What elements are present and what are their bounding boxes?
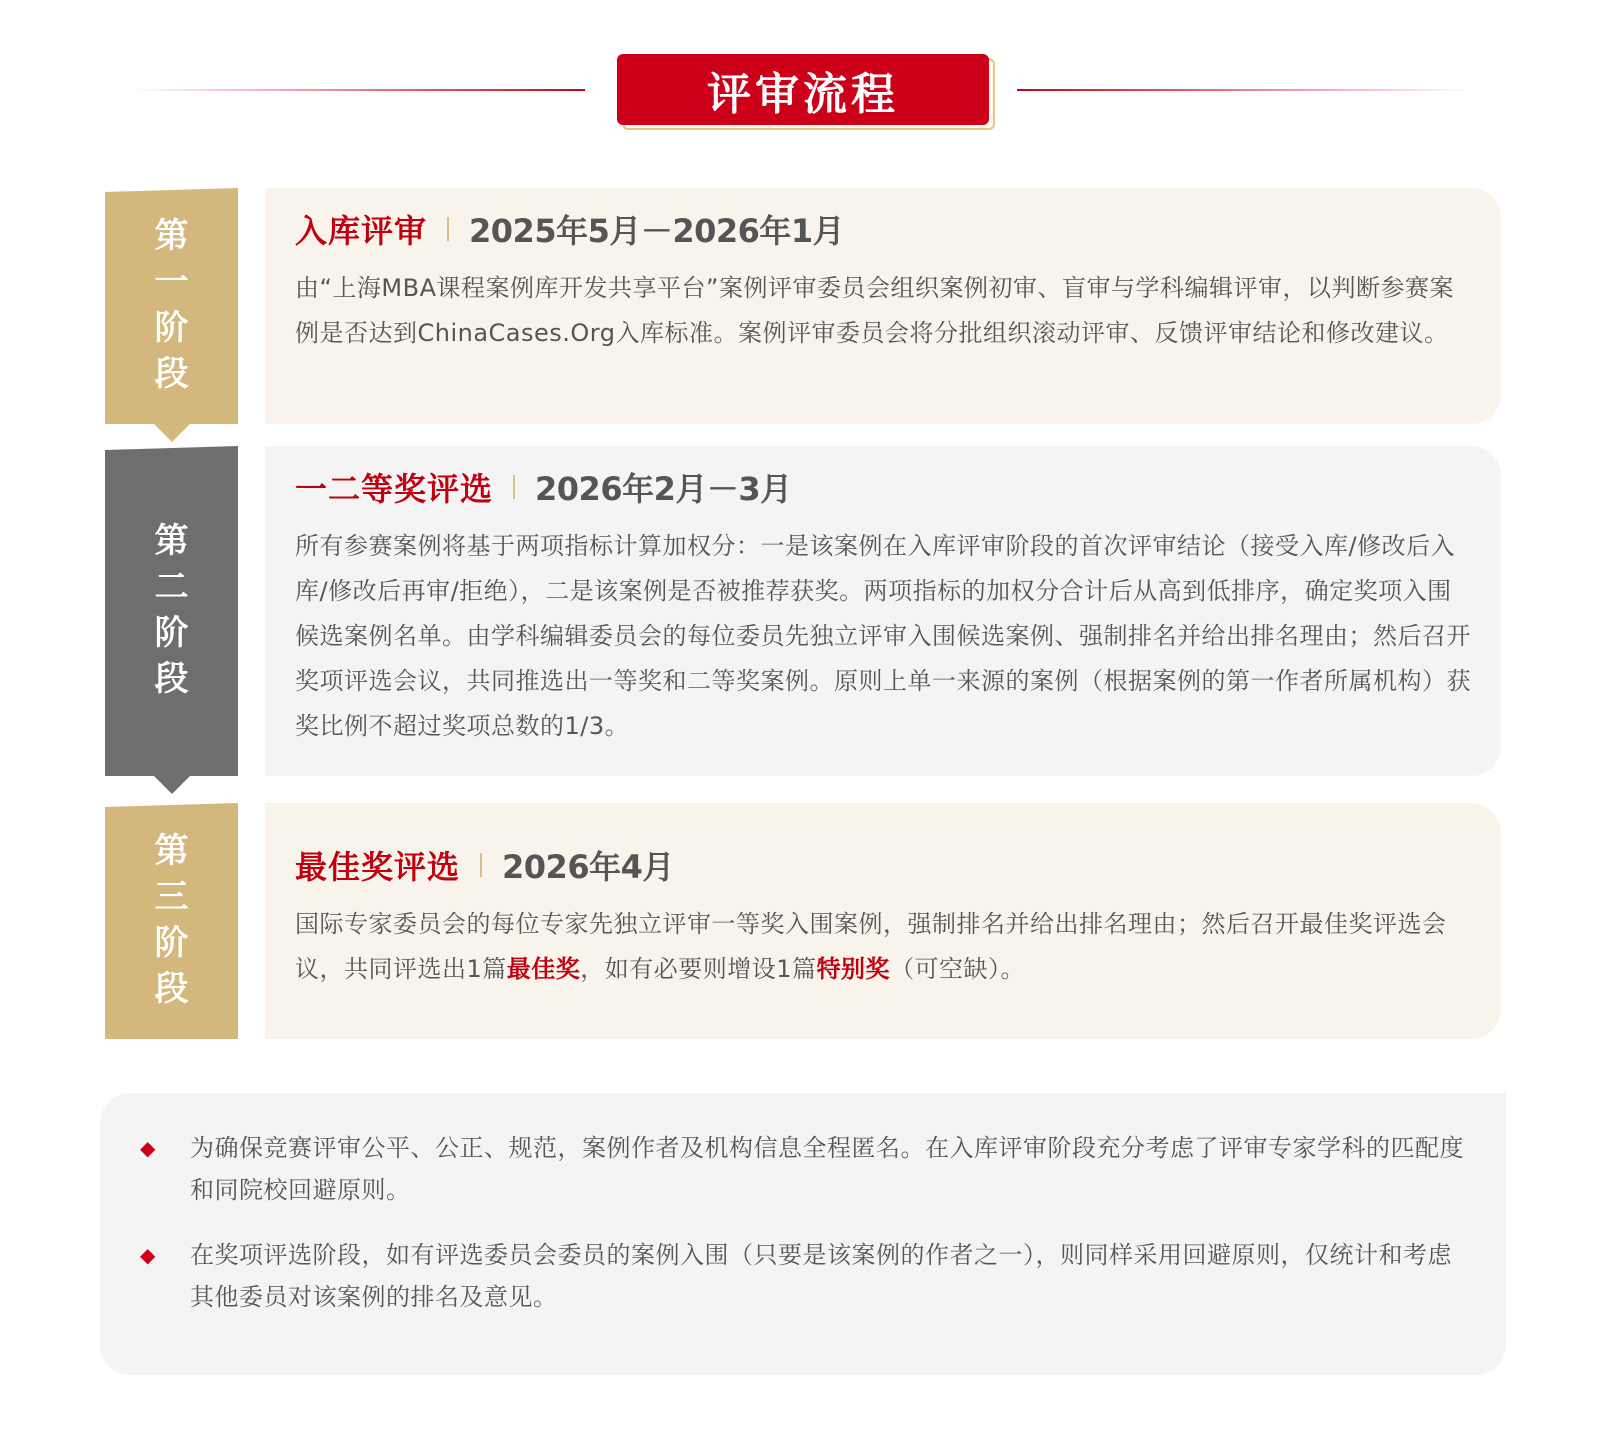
down-arrow-icon xyxy=(154,776,190,794)
stage-label-char: 二 xyxy=(154,567,189,608)
stage-label-char: 段 xyxy=(154,353,189,394)
stage-label-char: 一 xyxy=(154,262,189,303)
stage-label-char: 阶 xyxy=(154,308,189,348)
label-slant xyxy=(105,188,238,192)
stage-title: 入库评审 xyxy=(295,212,428,250)
stage-label-2 xyxy=(105,446,238,776)
page-title: 评审流程 xyxy=(617,54,989,125)
stage-title: 最佳奖评选 xyxy=(295,848,461,886)
stage-card-header xyxy=(295,206,1471,252)
stage-label-3 xyxy=(105,803,238,1039)
title-decor-line-left xyxy=(130,89,585,91)
stage-label-char: 阶 xyxy=(154,923,189,963)
stage-card-header xyxy=(295,842,1471,888)
note-item xyxy=(140,1127,1466,1211)
stage-date: 2026年2月－3月 xyxy=(535,470,792,508)
stage-card-header xyxy=(295,464,1471,510)
stage-description: 所有参赛案例将基于两项指标计算加权分：一是该案例在入库评审阶段的首次评审结论（接受入库/修改后入库/修改后再审/拒绝），二是该案例是否被推荐获奖。两项指标的加权分合计后从高到低排序，确定奖项入围候选案例名单。由学科编辑委员会的每位委员先独立评审入围候选案例、强制排名并给出排名理由；然后召开奖项评选会议，共同推选出一等奖和二等奖案例。原则上单一来源的案例（根据案例的第一作者所属机构）获奖比例不超过奖项总数的1/3。 xyxy=(295,532,1471,740)
label-slant xyxy=(105,803,238,807)
stage-label-char: 第 xyxy=(154,216,189,257)
label-slant xyxy=(105,446,238,450)
highlight-special-award: 特别奖 xyxy=(816,955,891,983)
notes-box xyxy=(100,1093,1506,1375)
stage-description xyxy=(295,902,1471,992)
diamond-bullet-icon: ◆ xyxy=(140,1243,156,1267)
title-divider xyxy=(480,853,482,877)
stage-title: 一二等奖评选 xyxy=(295,470,494,508)
diamond-bullet-icon: ◆ xyxy=(140,1136,156,1160)
stage-card-3 xyxy=(265,803,1501,1039)
stage-card-2 xyxy=(265,446,1501,776)
title-decor-line-right xyxy=(1017,89,1472,91)
stage-label-1 xyxy=(105,188,238,424)
body-text: （可空缺）。 xyxy=(890,955,1026,983)
body-text: 国际专家委员会的每位专家先独立评审一等奖入围案例，强制排名并给出排名理由；然后召开最佳奖评选会议，共同评选出1篇 xyxy=(295,910,1447,983)
body-text: ，如有必要则增设1篇 xyxy=(580,955,817,983)
stage-label-char: 第 xyxy=(154,521,189,562)
title-divider xyxy=(447,217,449,241)
stage-label-char: 阶 xyxy=(154,613,189,653)
stage-label-char: 段 xyxy=(154,658,189,699)
stage-label-char: 段 xyxy=(154,968,189,1009)
title-divider xyxy=(513,475,515,499)
stage-label-char: 第 xyxy=(154,831,189,872)
note-text: 在奖项评选阶段，如有评选委员会委员的案例入围（只要是该案例的作者之一），则同样采用回避原则，仅统计和考虑其他委员对该案例的排名及意见。 xyxy=(190,1241,1452,1311)
note-item xyxy=(140,1234,1466,1318)
stage-card-1 xyxy=(265,188,1501,424)
down-arrow-icon xyxy=(154,424,190,442)
stage-date: 2026年4月 xyxy=(502,848,674,886)
stage-description: 由“上海MBA课程案例库开发共享平台”案例评审委员会组织案例初审、盲审与学科编辑评审，以判断参赛案例是否达到ChinaCases.Org入库标准。案例评审委员会将分批组织滚动评审、反馈评审结论和修改建议。 xyxy=(295,274,1454,347)
stage-label-char: 三 xyxy=(154,877,189,918)
stage-date: 2025年5月－2026年1月 xyxy=(469,212,845,250)
highlight-best-award: 最佳奖 xyxy=(506,955,581,983)
note-text: 为确保竞赛评审公平、公正、规范，案例作者及机构信息全程匿名。在入库评审阶段充分考虑了评审专家学科的匹配度和同院校回避原则。 xyxy=(190,1134,1464,1204)
